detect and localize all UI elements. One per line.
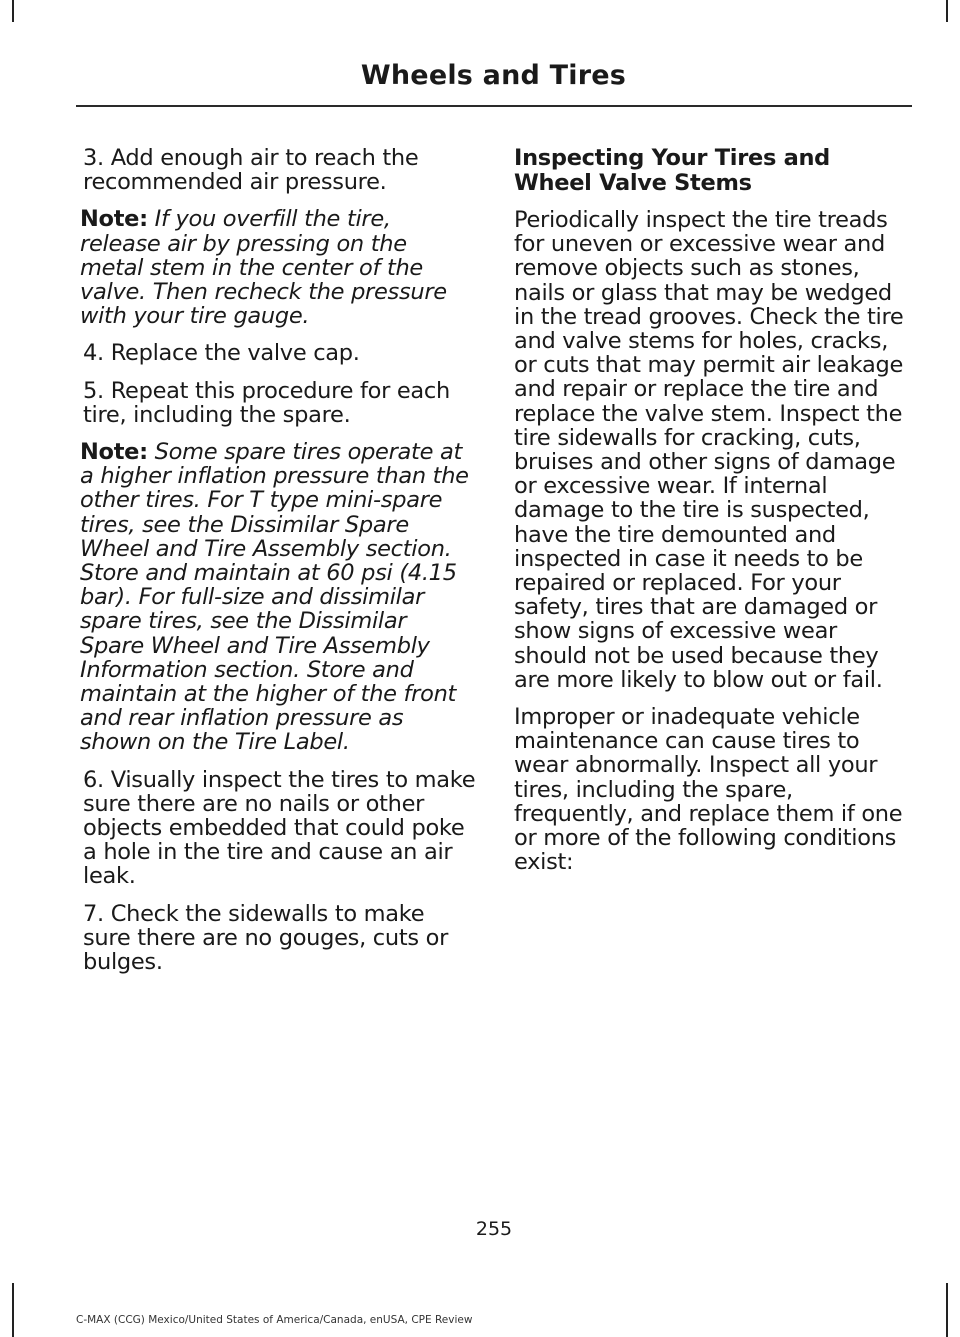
crop-mark-bottom-right [946, 1283, 948, 1337]
header-divider [76, 105, 912, 107]
note-label: Note: [80, 439, 148, 466]
paragraph-inspection: Periodically inspect the tire treads for uneven or excessive wear and remove objects such as stones, nails or glass that may be wedged in the tread grooves. Check the tire and valve stems for holes, cracks, or cuts that may permit air leakage and repair or replace the tire and replace the valve stem. Inspect the tire sidewalls for cracking, cuts, bruises and other signs of damage or excessive wear. If internal damage to the tire is suspected, have the tire demounted and inspected in case it needs to be repaired or replaced. For your safety, tires that are damaged or show signs of excessive wear should not be used because they are more likely to blow out or fail. [514, 207, 904, 693]
note-text: If you overfill the tire, release air by pressing on the metal stem in the center of the valve. Then recheck the pressure with your tire gauge. [80, 206, 447, 330]
paragraph-maintenance: Improper or inadequate vehicle maintenance can cause tires to wear abnormally. Inspect all your tires, including the spare, frequently, and replace them if one or more of the following conditions exist: [514, 704, 903, 876]
note-label: Note: [80, 206, 148, 233]
step-5: 5. Repeat this procedure for each tire, including the spare. [83, 377, 450, 428]
step-7: 7. Check the sidewalls to make sure there are no gouges, cuts or bulges. [83, 900, 449, 976]
note-text: Some spare tires operate at a higher inflation pressure than the other tires. For T type mini-spare tires, see the Dissimilar Spare Wheel and Tire Assembly section. Store and maintain at 60 psi (4.15 bar). For full-size and dissimilar spare tires, see the Dissimilar Spare Wheel and Tire Assembly Information section. Store and maintain at the higher of the front and rear inflation pressure as shown on the Tire Label. [80, 439, 469, 756]
right-column [514, 146, 912, 887]
crop-mark-bottom-left [12, 1283, 14, 1337]
crop-mark-top-right [946, 0, 948, 22]
page-number: 255 [475, 1218, 513, 1240]
note-overfill [80, 207, 476, 328]
left-column [80, 146, 476, 987]
note-spare-tires [80, 440, 476, 755]
page-header-title: Wheels and Tires [360, 60, 626, 91]
document-footer: C-MAX (CCG) Mexico/United States of America/Canada, enUSA, CPE Review [76, 1314, 473, 1326]
crop-mark-top-left [12, 0, 14, 22]
step-4: 4. Replace the valve cap. [83, 340, 360, 367]
step-6: 6. Visually inspect the tires to make sure there are no nails or other objects embedded that could poke a hole in the tire and cause an air leak. [83, 766, 476, 890]
step-3: 3. Add enough air to reach the recommended air pressure. [83, 145, 419, 196]
section-heading: Inspecting Your Tires and Wheel Valve Stems [514, 145, 830, 196]
